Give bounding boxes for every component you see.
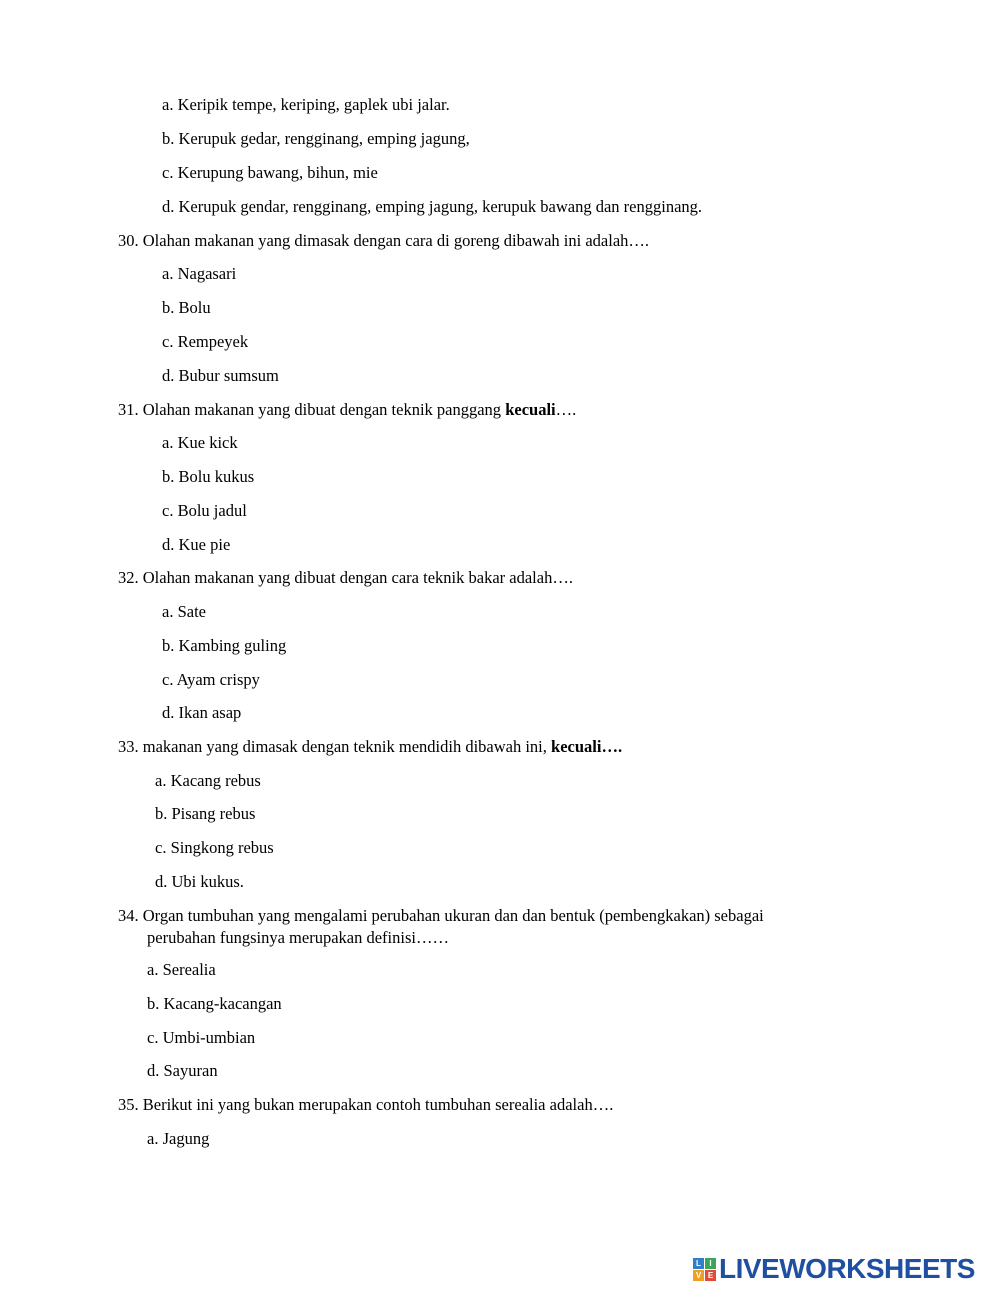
q30-option-c: c. Rempeyek	[162, 332, 249, 351]
q34-option-a: a. Serealia	[147, 960, 216, 979]
q32-option-d: d. Ikan asap	[162, 703, 242, 722]
q35-option-a: a. Jagung	[147, 1129, 210, 1148]
q29-option-d: d. Kerupuk gendar, rengginang, emping jagung, kerupuk bawang dan rengginang.	[162, 197, 703, 216]
q32-option-c: c. Ayam crispy	[162, 670, 260, 689]
q33-text	[118, 737, 622, 757]
q30-option-a: a. Nagasari	[162, 264, 237, 283]
q32-text: 32. Olahan makanan yang dibuat dengan cara teknik bakar adalah….	[118, 568, 573, 587]
q33-option-d: d. Ubi kukus.	[155, 872, 244, 891]
q32-option-a: a. Sate	[162, 602, 206, 621]
q29-option-c: c. Kerupung bawang, bihun, mie	[162, 163, 378, 182]
q30-option-b: b. Bolu	[162, 298, 211, 317]
logo-tile-i: I	[705, 1258, 716, 1269]
q31-option-b: b. Bolu kukus	[162, 467, 255, 486]
liveworksheets-logo[interactable]	[693, 1254, 975, 1284]
q33-option-b: b. Pisang rebus	[155, 804, 256, 823]
q31-option-a: a. Kue kick	[162, 433, 238, 452]
logo-tile-e: E	[705, 1270, 716, 1281]
q30-option-d: d. Bubur sumsum	[162, 366, 279, 385]
logo-tile-v: V	[693, 1270, 704, 1281]
q31-option-c: c. Bolu jadul	[162, 501, 247, 520]
q31-text	[118, 400, 576, 420]
q34-text-line1: 34. Organ tumbuhan yang mengalami perubahan ukuran dan dan bentuk (pembengkakan) sebagai	[118, 906, 764, 925]
q33-option-a: a. Kacang rebus	[155, 771, 261, 790]
q34-option-d: d. Sayuran	[147, 1061, 218, 1080]
q29-option-a: a. Keripik tempe, keriping, gaplek ubi jalar.	[162, 95, 450, 114]
q29-option-b: b. Kerupuk gedar, rengginang, emping jagung,	[162, 129, 470, 148]
q32-option-b: b. Kambing guling	[162, 636, 287, 655]
q31-keyword: kecuali	[505, 400, 556, 419]
q31-option-d: d. Kue pie	[162, 535, 231, 554]
q34-text-line2: perubahan fungsinya merupakan definisi……	[147, 928, 449, 947]
q30-text: 30. Olahan makanan yang dimasak dengan cara di goreng dibawah ini adalah….	[118, 231, 650, 250]
q34-option-b: b. Kacang-kacangan	[147, 994, 282, 1013]
logo-tile-l: L	[693, 1258, 704, 1269]
liveworksheets-mark-icon	[693, 1258, 716, 1281]
q34-option-c: c. Umbi-umbian	[147, 1028, 256, 1047]
q33-text-main: 33. makanan yang dimasak dengan teknik mendidih dibawah ini,	[118, 737, 552, 756]
q35-text: 35. Berikut ini yang bukan merupakan contoh tumbuhan serealia adalah….	[118, 1095, 614, 1114]
q31-text-end: ….	[555, 400, 577, 419]
q33-keyword: kecuali….	[551, 737, 623, 756]
q31-text-main: 31. Olahan makanan yang dibuat dengan teknik panggang	[118, 400, 506, 419]
liveworksheets-wordmark: LIVEWORKSHEETS	[719, 1253, 975, 1284]
q33-option-c: c. Singkong rebus	[155, 838, 274, 857]
